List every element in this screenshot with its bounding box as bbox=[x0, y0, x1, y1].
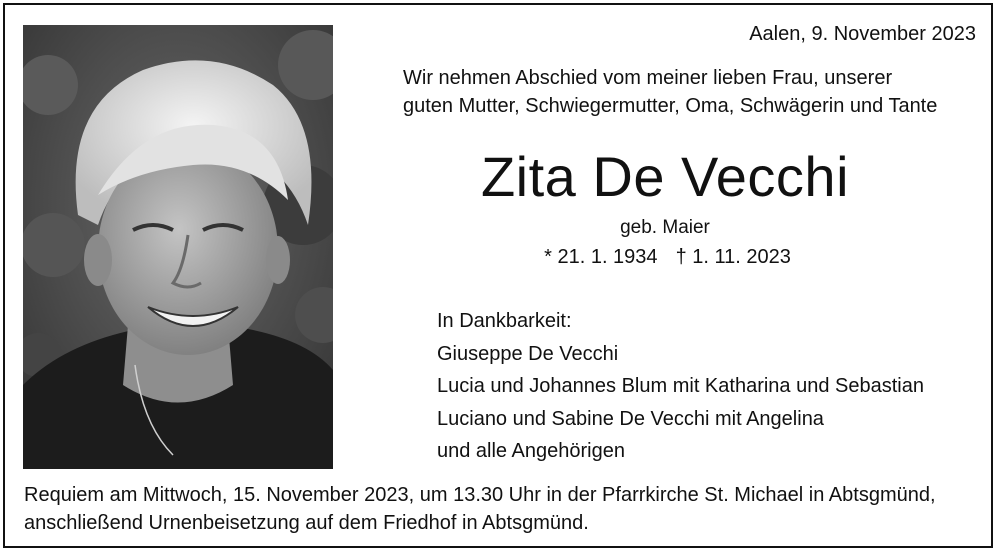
mourners-list bbox=[437, 305, 987, 468]
service-line: anschließend Urnenbeisetzung auf dem Friedhof in Abtsgmünd. bbox=[24, 512, 589, 534]
death-date: † 1. 11. 2023 bbox=[675, 246, 791, 268]
dateline: Aalen, 9. November 2023 bbox=[749, 23, 976, 45]
intro-text bbox=[403, 64, 983, 120]
birth-date: * 21. 1. 1934 bbox=[544, 246, 658, 268]
intro-line: Wir nehmen Abschied vom meiner lieben Frau, unserer bbox=[403, 67, 893, 89]
service-details bbox=[24, 481, 984, 537]
maiden-name: geb. Maier bbox=[620, 217, 710, 238]
mourner-line: Giuseppe De Vecchi bbox=[437, 342, 619, 365]
life-dates bbox=[360, 245, 975, 269]
intro-line: guten Mutter, Schwiegermutter, Oma, Schwägerin und Tante bbox=[403, 95, 938, 117]
service-line: Requiem am Mittwoch, 15. November 2023, um 13.30 Uhr in der Pfarrkirche St. Michael in Abtsgmünd, bbox=[24, 484, 936, 506]
mourner-line: und alle Angehörigen bbox=[437, 440, 625, 462]
mourner-line: Luciano und Sabine De Vecchi mit Angelina bbox=[437, 407, 824, 430]
portrait-photo bbox=[23, 25, 333, 469]
mourners-heading: In Dankbarkeit: bbox=[437, 310, 572, 332]
mourner-line: Lucia und Johannes Blum mit Katharina und Sebastian bbox=[437, 375, 924, 397]
deceased-name: Zita De Vecchi bbox=[480, 145, 850, 208]
